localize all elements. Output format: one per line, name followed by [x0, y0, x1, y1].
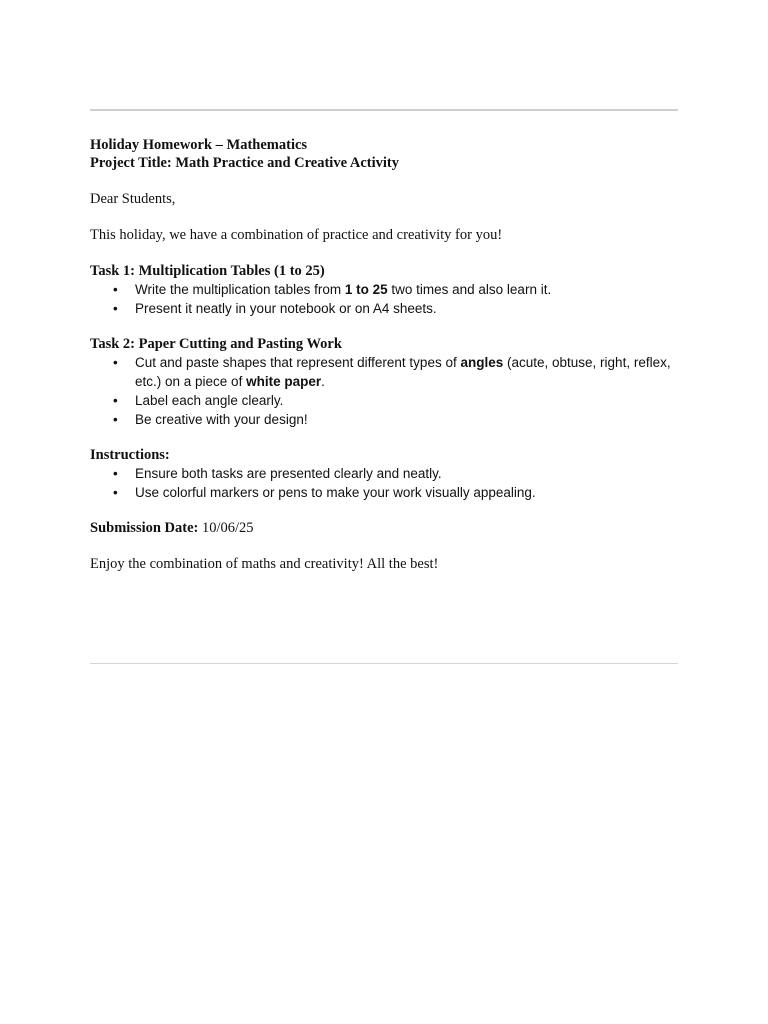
- intro-paragraph: This holiday, we have a combination of practice and creativity for you!: [90, 227, 503, 243]
- list-item: [90, 299, 678, 318]
- list-item-text: two times and also learn it.: [387, 282, 552, 297]
- instructions-title: Instructions:: [90, 447, 170, 463]
- bottom-divider: [90, 663, 678, 664]
- task1-title: Task 1: Multiplication Tables (1 to 25): [90, 263, 325, 279]
- list-item-text: Label each angle clearly.: [135, 393, 284, 408]
- list-item-text: .: [321, 374, 325, 389]
- list-item-bold: 1 to 25: [344, 282, 388, 297]
- list-item: [90, 391, 678, 410]
- list-item-text: Cut and paste shapes that represent different types of: [135, 355, 461, 370]
- task2-title: Task 2: Paper Cutting and Pasting Work: [90, 336, 342, 352]
- list-item: [90, 280, 678, 299]
- instructions-list: [90, 464, 678, 502]
- list-item: [90, 410, 678, 429]
- submission-date: [90, 519, 678, 537]
- list-item-text: Present it neatly in your notebook or on A4 sheets.: [135, 301, 437, 316]
- task2-list: [90, 353, 678, 429]
- list-item: [90, 464, 678, 483]
- list-item-text: Be creative with your design!: [135, 412, 308, 427]
- list-item-text: Use colorful markers or pens to make your work visually appealing.: [135, 485, 536, 500]
- bullet-glyph: •: [113, 282, 118, 297]
- list-item-text: (acute, obtuse, right, reflex, etc.) on a piece of: [135, 355, 671, 389]
- list-item-bold: angles: [460, 355, 504, 370]
- document-page: [90, 0, 678, 1024]
- greeting: Dear Students,: [90, 191, 176, 207]
- list-item-bold: white paper: [246, 374, 322, 389]
- bullet-glyph: •: [113, 355, 118, 370]
- bullet-glyph: •: [113, 485, 118, 500]
- project-title: Project Title: Math Practice and Creative Activity: [90, 155, 399, 171]
- list-item: [90, 353, 678, 391]
- submission-label: Submission Date:: [90, 520, 199, 536]
- closing-line: Enjoy the combination of maths and creativity! All the best!: [90, 556, 439, 572]
- bullet-glyph: •: [113, 412, 118, 427]
- document-heading: Holiday Homework – Mathematics: [90, 137, 308, 153]
- list-item-text: Write the multiplication tables from: [135, 282, 345, 297]
- list-item: [90, 483, 678, 502]
- bullet-glyph: •: [113, 301, 118, 316]
- top-divider: [90, 109, 678, 111]
- list-item-text: Ensure both tasks are presented clearly and neatly.: [135, 466, 442, 481]
- submission-value: 10/06/25: [198, 520, 254, 536]
- bullet-glyph: •: [113, 393, 118, 408]
- bullet-glyph: •: [113, 466, 118, 481]
- document-body: [90, 136, 678, 573]
- task1-list: [90, 280, 678, 318]
